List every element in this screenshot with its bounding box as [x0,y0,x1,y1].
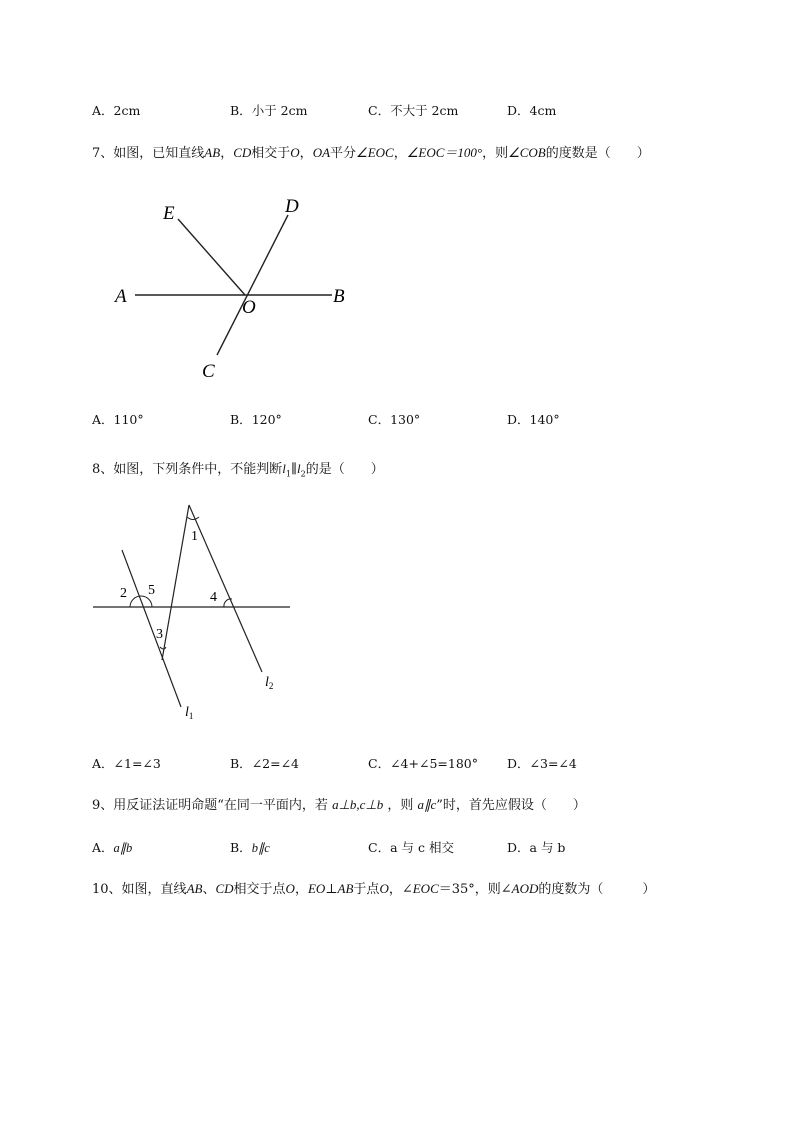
q7-option-d: D．140° [507,412,560,427]
q9-stem: 9、用反证法证明命题“在同一平面内，若 a⊥b,c⊥b ，则 a∥c”时，首先应假设（ ） [92,797,586,813]
angle-arc-1 [187,517,199,520]
q6-option-d: D．4cm [507,103,557,118]
q7-option-b: B．120° [230,412,282,427]
q8-option-b: B．∠2=∠4 [230,756,300,771]
angle-label-5: 5 [148,583,155,598]
q7-stem: 7、如图，已知直线AB，CD相交于O，OA平分∠EOC，∠EOC＝100°，则∠COB的度数是（ ） [92,145,650,161]
q6-option-c: C．不大于 2cm [368,103,459,118]
q8-option-d: D．∠3=∠4 [507,756,577,771]
label-o: O [242,297,256,318]
angle-label-2: 2 [120,586,127,601]
line-label-l1: $l_1$ [185,705,194,721]
q7-option-a: A．110° [92,412,144,427]
q6-option-b: B．小于 2cm [230,103,308,118]
label-e: E [163,203,175,224]
q7-option-c: C．130° [368,412,421,427]
label-d: D [285,196,299,217]
q9-option-b: B．b∥c [230,840,270,855]
q6-option-a: A．2cm [92,103,141,118]
q10-stem: 10、如图，直线AB、CD相交于点O，EO⊥AB于点O，∠EOC＝35°，则∠AOD的度数为（ ） [92,881,656,897]
q8-stem: 8、如图，下列条件中，不能判断$l_1\parallel l_2$的是（ ） [92,461,384,479]
q9-option-a: A．a∥b [92,840,133,855]
label-b: B [333,286,345,307]
q9-option-d: D．a 与 b [507,840,566,855]
label-c: C [202,361,215,382]
q8-option-a: A．∠1=∠3 [92,756,161,771]
line-l2 [189,505,262,672]
transversal-vertex [162,505,189,660]
label-a: A [115,286,127,307]
q8-option-c: C．∠4+∠5=180° [368,756,478,771]
angle-label-1: 1 [191,529,198,544]
angle-label-4: 4 [210,590,217,605]
line-l1 [122,550,181,707]
q9-option-c: C．a 与 c 相交 [368,840,454,855]
angle-label-3: 3 [156,627,163,642]
angle-arc-3 [160,647,166,649]
line-label-l2: $l_2$ [265,675,274,691]
